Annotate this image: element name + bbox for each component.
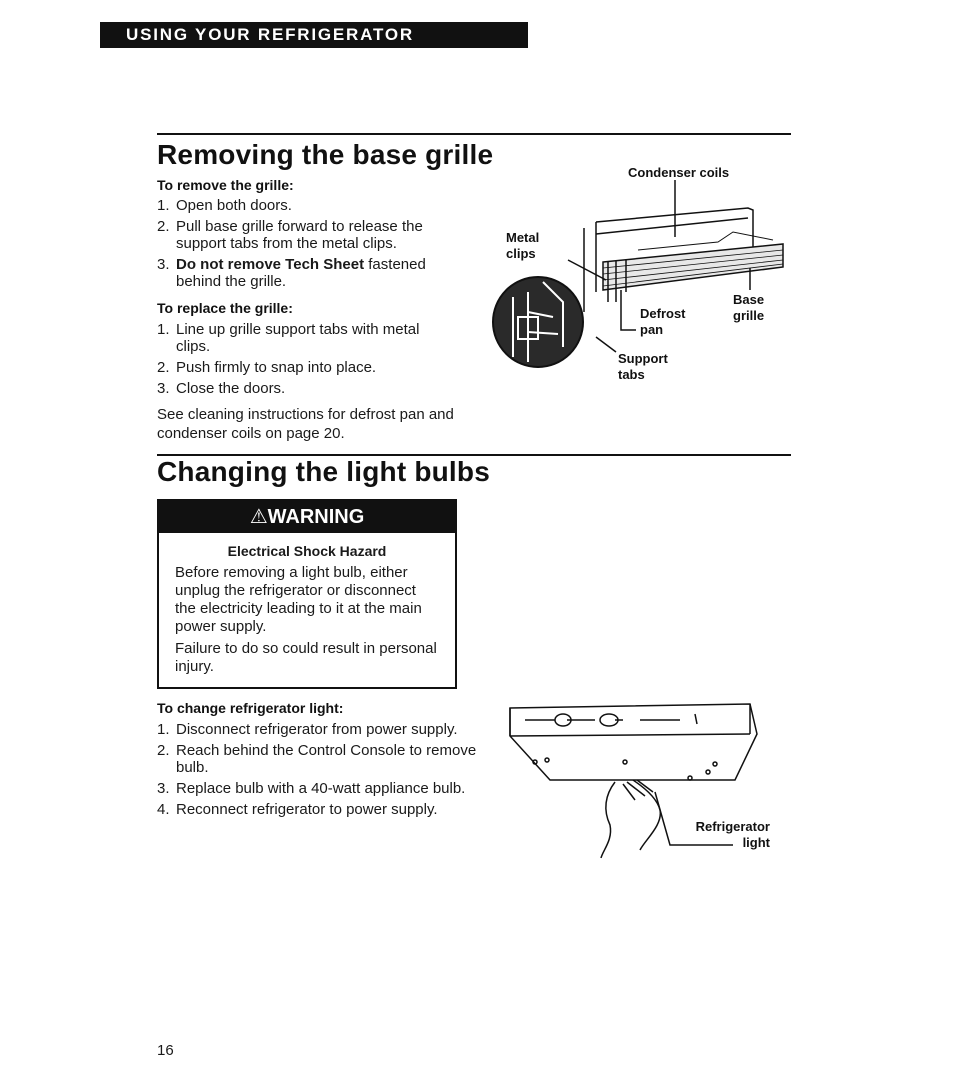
change-light-steps [157, 721, 477, 822]
defrost-pan-label: Defrost pan [640, 306, 686, 337]
cleaning-note: See cleaning instructions for defrost pan and condenser coils on page 20. [157, 406, 454, 442]
list-item: 2. Push firmly to snap into place. [157, 359, 377, 376]
page-number: 16 [157, 1042, 174, 1059]
list-item: 2. Reach behind the Control Console to remove bulb. [157, 742, 477, 776]
refrigerator-light-label: Refrigerator light [695, 819, 770, 850]
replace-grille-heading: To replace the grille: [157, 300, 293, 316]
list-item: 1. Disconnect refrigerator from power supply. [157, 721, 458, 738]
warning-box [157, 499, 457, 689]
remove-grille-heading: To remove the grille: [157, 177, 294, 193]
base-grille-label: Base grille [733, 292, 765, 323]
warning-subtitle: Electrical Shock Hazard [227, 543, 387, 559]
grille-section-title: Removing the base grille [157, 139, 494, 170]
list-item: 2. Pull base grille forward to release the support tabs from the metal clips. [157, 218, 423, 252]
section-header-title: USING YOUR REFRIGERATOR [126, 25, 414, 44]
warning-title: ⚠WARNING [159, 501, 455, 533]
warning-text: Before removing a light bulb, either unplug the refrigerator or disconnect the electricity leading to it at the main power supply. [175, 564, 422, 635]
warning-triangle-icon: ⚠ [249, 506, 268, 528]
warning-text: Failure to do so could result in personal injury. [175, 640, 437, 675]
replace-grille-steps [157, 321, 457, 401]
section-divider [157, 133, 791, 135]
support-tabs-label: Support tabs [618, 351, 668, 382]
condenser-coils-label: Condenser coils [628, 165, 730, 180]
list-item: 3. Do not remove Tech Sheet fastened behind the grille. [157, 256, 426, 290]
change-light-heading: To change refrigerator light: [157, 700, 344, 716]
list-item: 4. Reconnect refrigerator to power supply. [157, 801, 438, 818]
list-item: 3. Replace bulb with a 40-watt appliance bulb. [157, 780, 466, 797]
list-item: 1. Open both doors. [157, 197, 292, 214]
list-item: 1. Line up grille support tabs with metal clips. [157, 321, 420, 355]
metal-clips-label: Metal clips [506, 230, 540, 261]
bulbs-section-title: Changing the light bulbs [157, 456, 490, 487]
list-item: 3. Close the doors. [157, 380, 286, 397]
remove-grille-steps [157, 197, 457, 294]
section-header [100, 22, 528, 48]
